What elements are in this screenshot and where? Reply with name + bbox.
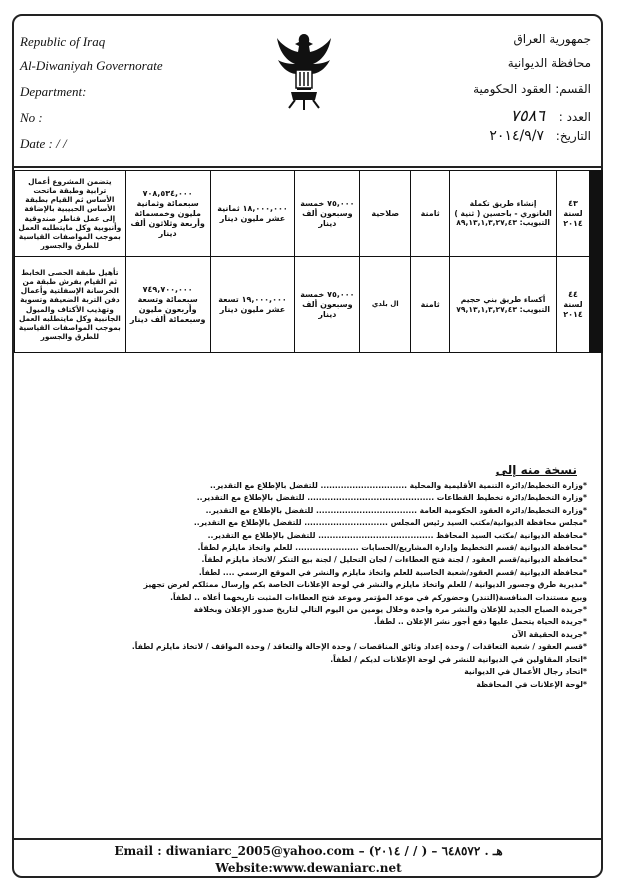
- tender-project-name: إنشاء طريق تكملة الغانوري - باحسين ( ثنية ) التبويب: ٨٩,١٣,١,٣,٢٧,٤٣: [450, 171, 557, 257]
- row-marker: [589, 257, 602, 353]
- cc-item: *محافظة الديوانية/قسم العقود / لجنة فتح العطاءات / لجان التحليل / لجنة بيع التنكر /لاتخاذ مايلزم لطفاً.: [201, 555, 587, 565]
- cc-item: *اتحاد المقاولين في الديوانية للنشر في لوحة الإعلانات لديكم / لطفاً.: [330, 654, 587, 664]
- cc-item: *محافظة الديوانية /قسم العقود/شعبة الحاسبة للعلم واتخاذ مايلزم والنشر في الموقع الرسمي .... لطفاً.: [198, 567, 587, 577]
- cc-item: *وزارة التخطيط/دائرة تخطيط القطاعات ............................................ للتفضل بالإطلاع مع التقدير..: [196, 493, 587, 503]
- tender-year: لسنة ٢٠١٤: [563, 299, 583, 319]
- governorate-name-en: Al-Diwaniyah Governorate: [20, 58, 163, 73]
- cc-list: [18, 480, 587, 691]
- tenders-table: [14, 170, 603, 353]
- number-label-en: No :: [20, 110, 43, 125]
- country-name-ar: جمهورية العراق: [513, 32, 591, 46]
- footer-email: Email : diwaniarc_2005@yahoo.com – (٢٠١٤ / / ) – هـ . ٦٤٨٥٧٢: [114, 844, 503, 858]
- cc-item: *مجلس محافظة الديوانية/مكتب السيد رئيس المجلس ............................. للتفضل بالإطلاع مع التقدير..: [193, 518, 587, 528]
- tender-specialty: صلاحية: [360, 171, 411, 257]
- cc-item: *لوحة الإعلانات في المحافظة: [476, 679, 587, 689]
- country-name-en: Republic of Iraq: [20, 34, 106, 49]
- reference-number-value: ٧٥٨٦: [510, 106, 545, 125]
- tender-year: لسنة ٢٠١٤: [563, 208, 583, 228]
- cc-item: *جريدة الصباح الجديد للإعلان والنشر مرة واحدة وخلال يومين من اليوم التالي لتاريخ صدور الإعلان وبخلافة: [193, 605, 587, 615]
- cc-item: وبيع مستندات المنافسة(التندر) وحضوركم في موعد المؤتمر وموعد فتح العطاءات المثبت تاريخهما أعلاه .. لطفاً.: [170, 592, 587, 602]
- row-marker: [589, 171, 602, 257]
- letter-date-label: التاريخ:: [555, 129, 591, 143]
- cc-item: *قسم العقود / شعبة التعاقدات / وحدة إعداد وثائق المناقصات / وحدة الإحالة والتعاقد / وحدة المواقف / لاتخاذ مايلزم لطفاً.: [131, 642, 587, 652]
- tender-document-fee: ٧٥,٠٠٠ خمسة وسبعون ألف دينار: [295, 171, 360, 257]
- footer-website: Website:www.dewaniarc.net: [215, 861, 402, 875]
- cc-title: نسخة منه إلى: [495, 463, 577, 477]
- cc-item: *محافظة الديوانية /قسم التخطيط وإدارة المشاريع/الحسابات ...................... للعلم واتخاذ مايلزم لطفاً.: [197, 543, 587, 553]
- tender-project-name: أكساء طريق بني حجيم التبويب: ٧٩,١٣,١,٣,٢٧,٤٣: [450, 257, 557, 353]
- department-label-en: Department:: [20, 84, 87, 99]
- tender-estimated-cost: ٧٠٨,٥٣٤,٠٠٠ سبعمائة وثمانية مليون وخمسمائة وأربعة وثلاثون ألف دينار: [125, 171, 210, 257]
- footer-divider: [12, 838, 603, 840]
- department-ar: القسم: العقود الحكومية: [473, 82, 591, 96]
- cc-item: *اتحاد رجال الأعمال في الديوانية: [464, 667, 587, 677]
- header-divider: [12, 166, 603, 168]
- table-row: [15, 171, 603, 257]
- tender-category: ثامنة: [411, 257, 450, 353]
- tender-notes: تأهيل طبقة الحصى الخابط ثم القيام بفرش طبقة من الخرسانة الإسفلتية وأعمال دفن التربة الضعيفة وتسوية وتهذيب الأكتاف والميول الجانبية وكل مايتطلبه العمل بموجب المواصفات القياسية للطرق والجسور: [15, 257, 126, 353]
- tender-notes: يتضمن المشروع أعمال ترابية وطبقة ماتحت الأساس ثم القيام بطبقة الأساس الحبيبية بالإضافة إلى عمل قناطر صندوقية وأنبوبية وكل مايتطلبه العمل بموجب المواصفات القياسية للطرق والجسور: [15, 171, 126, 257]
- letter-date-ar: [489, 128, 591, 144]
- tender-guarantee: ١٩,٠٠٠,٠٠٠ تسعة عشر مليون دينار: [210, 257, 295, 353]
- cc-item: *محافظة الديوانية /مكتب السيد المحافظ ........................................ للتفضل بالإطلاع مع التقدير..: [207, 530, 587, 540]
- cc-item: *وزارة التخطيط/دائرة التنمية الأقليمية والمحلية .............................. للتفضل بالإطلاع مع التقدير..: [210, 481, 587, 490]
- tender-category: ثامنة: [411, 171, 450, 257]
- tender-document-fee: ٧٥,٠٠٠ خمسة وسبعون ألف دينار: [295, 257, 360, 353]
- cc-item: *وزارة التخطيط/دائرة العقود الحكومية العامة ................................... للتفضل بالإطلاع مع التقدير..: [205, 505, 587, 515]
- tender-specialty: ال بلدي: [360, 257, 411, 353]
- letter-date-value: ٢٠١٤/٩/٧: [489, 128, 544, 144]
- cc-item: *جريدة الحياة يتحمل عليها دفع أجور نشر الإعلان .. لطفاً.: [373, 617, 587, 627]
- tender-number-value: ٤٣: [568, 198, 578, 208]
- reference-number-label: العدد :: [558, 110, 591, 124]
- cc-item: *جريدة الحقيقة الآن: [511, 629, 587, 639]
- reference-number-ar: [511, 106, 591, 125]
- cc-item: *مديرية طرق وجسور الديوانية / للعلم واتخاذ مايلزم والنشر في لوحة الإعلانات الخاصة بكم وإرسال ممثلكم لغرض تجهيز: [143, 580, 587, 590]
- tender-number-value: ٤٤: [568, 289, 578, 299]
- iraq-eagle-seal-icon: [275, 30, 333, 112]
- tender-estimated-cost: ٧٤٩,٧٠٠,٠٠٠ سبعمائة وتسعة وأربعون مليون وسبعمائة ألف دينار: [125, 257, 210, 353]
- table-row: [15, 257, 603, 353]
- date-label-en: Date : / /: [20, 136, 67, 151]
- tender-guarantee: ١٨,٠٠٠,٠٠٠ ثمانية عشر مليون دينار: [210, 171, 295, 257]
- tender-number: [557, 257, 590, 353]
- governorate-name-ar: محافظة الديوانية: [507, 56, 591, 70]
- tender-number: [557, 171, 590, 257]
